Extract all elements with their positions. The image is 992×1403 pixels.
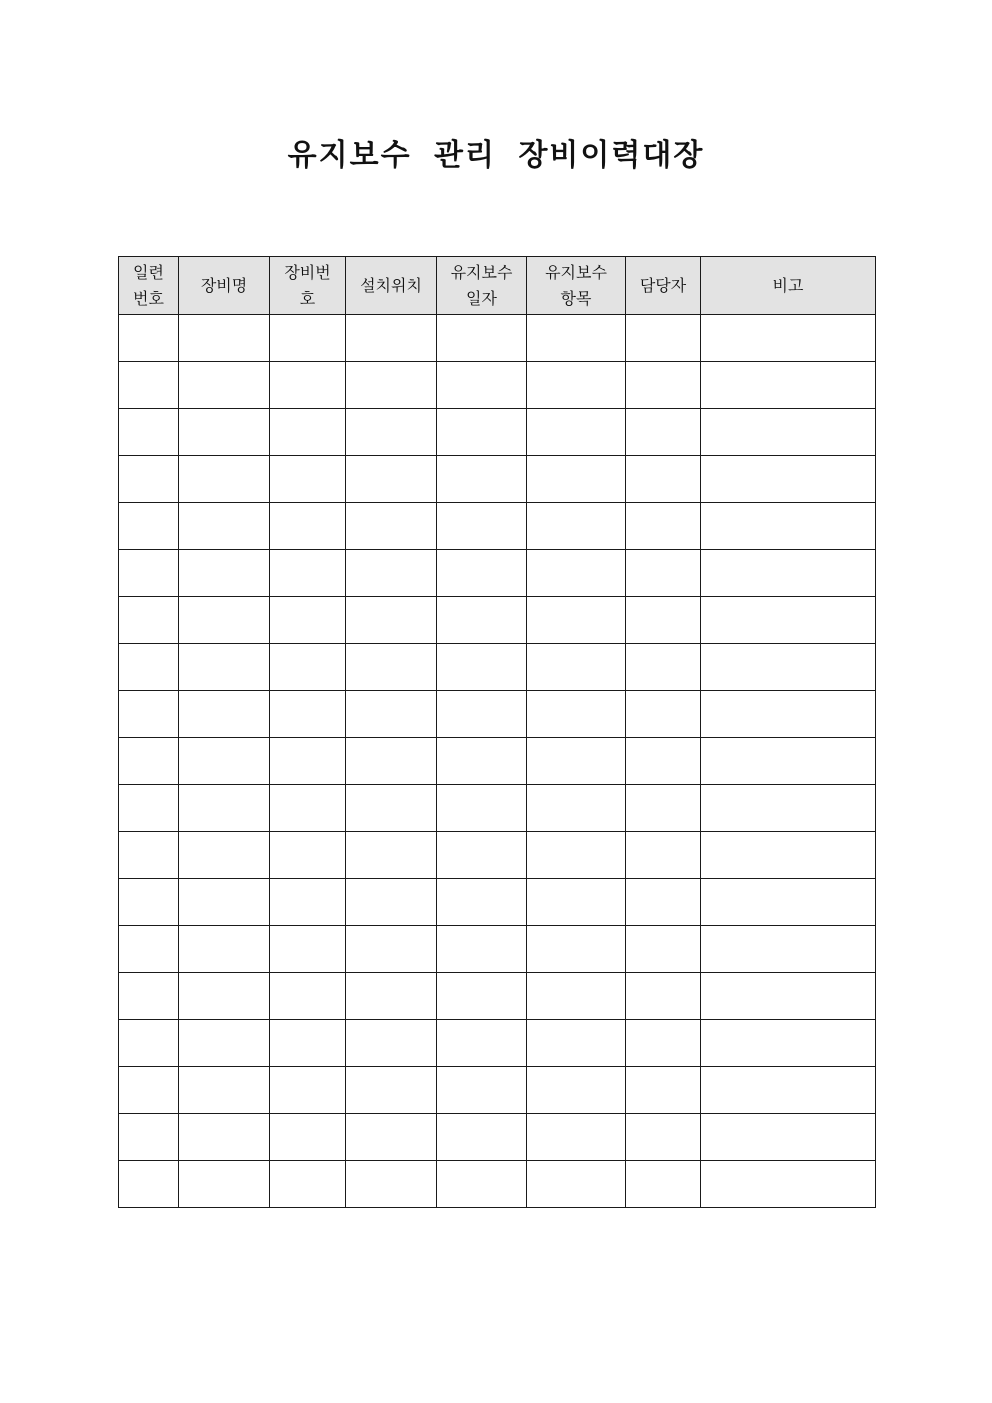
table-row xyxy=(119,1114,876,1161)
table-cell[interactable] xyxy=(701,1161,876,1208)
table-cell[interactable] xyxy=(626,785,701,832)
table-cell[interactable] xyxy=(626,1067,701,1114)
table-cell[interactable] xyxy=(701,550,876,597)
table-cell[interactable] xyxy=(119,362,179,409)
table-cell[interactable] xyxy=(527,550,626,597)
table-cell[interactable] xyxy=(527,456,626,503)
table-row xyxy=(119,550,876,597)
table-cell[interactable] xyxy=(626,550,701,597)
table-cell[interactable] xyxy=(701,456,876,503)
table-cell[interactable] xyxy=(119,597,179,644)
table-cell[interactable] xyxy=(701,409,876,456)
table-row xyxy=(119,785,876,832)
table-cell[interactable] xyxy=(701,1020,876,1067)
table-cell[interactable] xyxy=(437,644,527,691)
table-cell[interactable] xyxy=(437,597,527,644)
table-cell[interactable] xyxy=(346,691,437,738)
table-cell[interactable] xyxy=(346,738,437,785)
table-row xyxy=(119,832,876,879)
table-cell[interactable] xyxy=(346,315,437,362)
table-cell[interactable] xyxy=(346,879,437,926)
table-cell[interactable] xyxy=(437,503,527,550)
table-cell[interactable] xyxy=(346,832,437,879)
table-cell[interactable] xyxy=(346,973,437,1020)
header-install-location xyxy=(346,257,437,315)
table-cell[interactable] xyxy=(270,738,346,785)
table-cell[interactable] xyxy=(701,879,876,926)
table-cell[interactable] xyxy=(270,691,346,738)
table-cell[interactable] xyxy=(270,315,346,362)
table-cell[interactable] xyxy=(119,1020,179,1067)
table-cell[interactable] xyxy=(527,832,626,879)
table-cell[interactable] xyxy=(346,926,437,973)
table-cell[interactable] xyxy=(346,785,437,832)
table-cell[interactable] xyxy=(119,644,179,691)
table-cell[interactable] xyxy=(346,644,437,691)
table-cell[interactable] xyxy=(179,550,270,597)
header-equipment-number xyxy=(270,257,346,315)
table-cell[interactable] xyxy=(179,738,270,785)
header-label-line: 유지보수 xyxy=(450,262,513,282)
table-cell[interactable] xyxy=(119,315,179,362)
table-cell[interactable] xyxy=(119,832,179,879)
table-cell[interactable] xyxy=(119,879,179,926)
table-cell[interactable] xyxy=(119,503,179,550)
table-cell[interactable] xyxy=(346,597,437,644)
table-cell[interactable] xyxy=(179,644,270,691)
table-cell[interactable] xyxy=(527,409,626,456)
table-cell[interactable] xyxy=(346,1067,437,1114)
table-cell[interactable] xyxy=(179,691,270,738)
table-cell[interactable] xyxy=(626,738,701,785)
table-cell[interactable] xyxy=(437,785,527,832)
table-cell[interactable] xyxy=(119,456,179,503)
table-cell[interactable] xyxy=(270,550,346,597)
table-cell[interactable] xyxy=(179,832,270,879)
table-cell[interactable] xyxy=(270,1020,346,1067)
table-cell[interactable] xyxy=(626,879,701,926)
table-cell[interactable] xyxy=(701,503,876,550)
table-cell[interactable] xyxy=(119,409,179,456)
table-cell[interactable] xyxy=(437,409,527,456)
header-label-line: 번호 xyxy=(133,288,164,308)
table-cell[interactable] xyxy=(270,1114,346,1161)
table-cell[interactable] xyxy=(346,456,437,503)
table-row xyxy=(119,409,876,456)
table-row xyxy=(119,644,876,691)
header-label-line: 유지보수 xyxy=(545,262,607,282)
table-cell[interactable] xyxy=(527,1161,626,1208)
table-cell[interactable] xyxy=(626,1020,701,1067)
table-cell[interactable] xyxy=(346,503,437,550)
table-cell[interactable] xyxy=(270,644,346,691)
table-cell[interactable] xyxy=(346,409,437,456)
table-cell[interactable] xyxy=(179,1020,270,1067)
table-cell[interactable] xyxy=(179,456,270,503)
table-cell[interactable] xyxy=(179,503,270,550)
table-cell[interactable] xyxy=(437,1114,527,1161)
table-cell[interactable] xyxy=(437,550,527,597)
table-cell[interactable] xyxy=(626,644,701,691)
table-cell[interactable] xyxy=(527,1020,626,1067)
table-cell[interactable] xyxy=(179,1114,270,1161)
header-label-line: 비고 xyxy=(772,275,804,295)
header-label-line: 장비명 xyxy=(200,275,248,295)
table-cell[interactable] xyxy=(270,456,346,503)
table-cell[interactable] xyxy=(270,832,346,879)
table-cell[interactable] xyxy=(346,362,437,409)
table-cell[interactable] xyxy=(701,785,876,832)
equipment-history-table xyxy=(118,256,876,1208)
header-maintenance-item xyxy=(527,257,626,315)
header-person-in-charge xyxy=(626,257,701,315)
table-cell[interactable] xyxy=(346,550,437,597)
header-label-line: 호 xyxy=(299,288,316,308)
table-cell[interactable] xyxy=(179,597,270,644)
table-cell[interactable] xyxy=(179,1161,270,1208)
table-cell[interactable] xyxy=(701,597,876,644)
table-cell[interactable] xyxy=(527,362,626,409)
table-cell[interactable] xyxy=(119,1161,179,1208)
table-row xyxy=(119,879,876,926)
table-row xyxy=(119,503,876,550)
table-cell[interactable] xyxy=(527,926,626,973)
table-cell[interactable] xyxy=(346,1020,437,1067)
table-cell[interactable] xyxy=(119,1067,179,1114)
table-cell[interactable] xyxy=(527,973,626,1020)
table-cell[interactable] xyxy=(179,1067,270,1114)
table-header-row xyxy=(119,257,876,315)
table-cell[interactable] xyxy=(119,550,179,597)
table-cell[interactable] xyxy=(119,973,179,1020)
table-cell[interactable] xyxy=(119,785,179,832)
table-cell[interactable] xyxy=(701,644,876,691)
header-label-line: 설치위치 xyxy=(360,275,422,295)
table-cell[interactable] xyxy=(626,1114,701,1161)
table-cell[interactable] xyxy=(270,785,346,832)
table-cell[interactable] xyxy=(626,456,701,503)
table-cell[interactable] xyxy=(119,1114,179,1161)
table-cell[interactable] xyxy=(437,973,527,1020)
table-cell[interactable] xyxy=(119,738,179,785)
table-cell[interactable] xyxy=(701,1067,876,1114)
table-body xyxy=(119,315,876,1208)
table-cell[interactable] xyxy=(626,362,701,409)
table-cell[interactable] xyxy=(270,1067,346,1114)
table-row xyxy=(119,691,876,738)
table-cell[interactable] xyxy=(626,926,701,973)
table-cell[interactable] xyxy=(701,973,876,1020)
table-cell[interactable] xyxy=(626,597,701,644)
header-label-line: 일련 xyxy=(133,262,164,282)
table-cell[interactable] xyxy=(437,926,527,973)
table-cell[interactable] xyxy=(437,456,527,503)
table-cell[interactable] xyxy=(437,1020,527,1067)
table-row xyxy=(119,597,876,644)
table-cell[interactable] xyxy=(437,691,527,738)
header-remarks xyxy=(701,257,876,315)
table-cell[interactable] xyxy=(270,597,346,644)
table-cell[interactable] xyxy=(527,1067,626,1114)
table-cell[interactable] xyxy=(437,738,527,785)
table-cell[interactable] xyxy=(346,1114,437,1161)
table-cell[interactable] xyxy=(527,785,626,832)
header-label-line: 담당자 xyxy=(639,275,687,295)
table-cell[interactable] xyxy=(270,973,346,1020)
table-cell[interactable] xyxy=(701,691,876,738)
table-cell[interactable] xyxy=(270,879,346,926)
table-cell[interactable] xyxy=(119,691,179,738)
header-equipment-name xyxy=(179,257,270,315)
table-cell[interactable] xyxy=(437,1161,527,1208)
table-cell[interactable] xyxy=(119,926,179,973)
table-cell[interactable] xyxy=(527,503,626,550)
table-row xyxy=(119,1067,876,1114)
table-row xyxy=(119,738,876,785)
table-cell[interactable] xyxy=(179,973,270,1020)
table-cell[interactable] xyxy=(437,362,527,409)
table-cell[interactable] xyxy=(179,785,270,832)
table-row xyxy=(119,362,876,409)
table-cell[interactable] xyxy=(270,503,346,550)
table-cell[interactable] xyxy=(179,315,270,362)
table-cell[interactable] xyxy=(179,362,270,409)
header-label-line: 일자 xyxy=(466,288,497,308)
table-row xyxy=(119,315,876,362)
table-row xyxy=(119,456,876,503)
table-cell[interactable] xyxy=(626,409,701,456)
table-cell[interactable] xyxy=(527,879,626,926)
table-cell[interactable] xyxy=(527,738,626,785)
table-cell[interactable] xyxy=(179,409,270,456)
table-cell[interactable] xyxy=(701,315,876,362)
table-cell[interactable] xyxy=(701,1114,876,1161)
table-row xyxy=(119,1161,876,1208)
table-cell[interactable] xyxy=(179,926,270,973)
table-cell[interactable] xyxy=(437,832,527,879)
document-title: 유지보수 관리 장비이력대장 xyxy=(287,138,705,173)
table-cell[interactable] xyxy=(527,597,626,644)
table-cell[interactable] xyxy=(527,691,626,738)
table-cell[interactable] xyxy=(626,973,701,1020)
table-cell[interactable] xyxy=(270,926,346,973)
table-cell[interactable] xyxy=(270,1161,346,1208)
header-label-line: 장비번 xyxy=(284,262,331,282)
table-cell[interactable] xyxy=(527,644,626,691)
table-cell[interactable] xyxy=(626,315,701,362)
table-cell[interactable] xyxy=(346,1161,437,1208)
table-cell[interactable] xyxy=(701,738,876,785)
table-cell[interactable] xyxy=(437,879,527,926)
table-cell[interactable] xyxy=(701,926,876,973)
table-cell[interactable] xyxy=(626,832,701,879)
table-cell[interactable] xyxy=(270,362,346,409)
table-cell[interactable] xyxy=(626,1161,701,1208)
table-cell[interactable] xyxy=(701,362,876,409)
table-cell[interactable] xyxy=(701,832,876,879)
table-row xyxy=(119,973,876,1020)
table-row xyxy=(119,1020,876,1067)
table-cell[interactable] xyxy=(527,1114,626,1161)
table-cell[interactable] xyxy=(626,691,701,738)
header-maintenance-date xyxy=(437,257,527,315)
table-cell[interactable] xyxy=(179,879,270,926)
table-cell[interactable] xyxy=(626,503,701,550)
table-row xyxy=(119,926,876,973)
header-label-line: 항목 xyxy=(560,288,592,308)
table-cell[interactable] xyxy=(437,1067,527,1114)
table-cell[interactable] xyxy=(270,409,346,456)
table-cell[interactable] xyxy=(437,315,527,362)
table-cell[interactable] xyxy=(527,315,626,362)
header-serial-number xyxy=(119,257,179,315)
